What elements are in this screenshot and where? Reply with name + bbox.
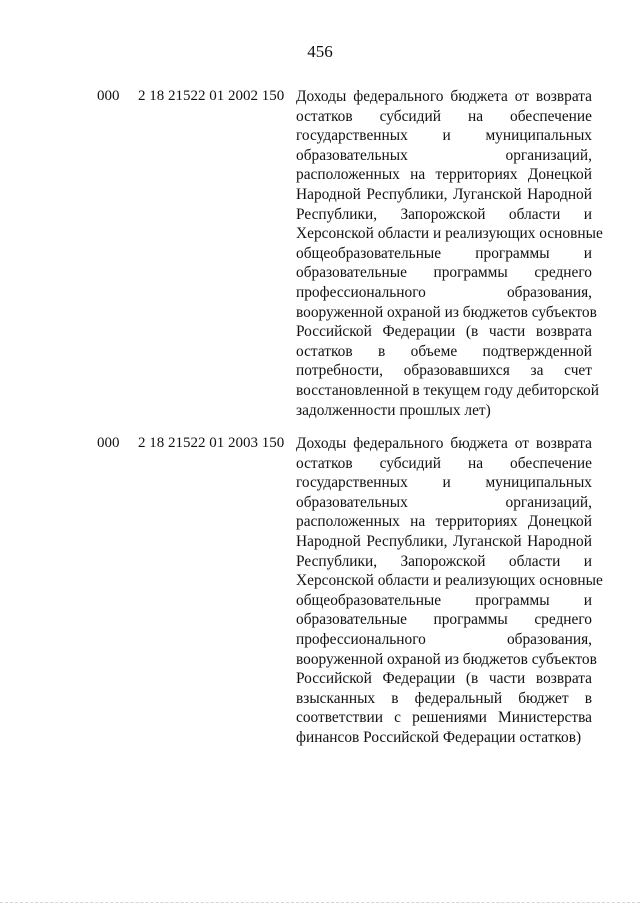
description-line: вооруженной охраной из бюджетов субъектов <box>296 650 597 668</box>
admin-code: 000 <box>97 88 120 104</box>
description-line: Российской Федерации (в части возврата <box>296 323 592 341</box>
description-line: остатков субсидий на обеспечение <box>296 454 592 472</box>
description-line: общеобразовательные программы и <box>296 244 592 262</box>
description-line: Республики, Запорожской области и <box>296 552 592 570</box>
scan-edge-divider <box>0 902 640 904</box>
description-line: общеобразовательные программы и <box>296 591 592 609</box>
description-line: государственных и муниципальных <box>296 474 592 492</box>
description-line: профессионального образования, <box>296 630 592 648</box>
description-line: образовательных организаций, <box>296 146 592 164</box>
entry-description <box>296 434 603 748</box>
page-number: 456 <box>307 42 333 61</box>
description-line: остатков в объеме подтвержденной <box>296 342 592 360</box>
description-line: восстановленной в текущем году дебиторской <box>296 381 599 399</box>
description-line: соответствии с решениями Министерства <box>296 709 592 727</box>
description-line: Доходы федерального бюджета от возврата <box>296 435 592 452</box>
description-line: взысканных в федеральный бюджет в <box>296 689 592 707</box>
description-line: потребности, образовавшихся за счет <box>296 362 592 380</box>
classification-code: 2 18 21522 01 2003 150 <box>138 435 285 451</box>
description-line: Доходы федерального бюджета от возврата <box>296 88 592 105</box>
admin-code: 000 <box>97 435 120 451</box>
description-line: Народной Республики, Луганской Народной <box>296 532 592 550</box>
description-line: финансов Российской Федерации остатков) <box>296 728 582 746</box>
description-line: остатков субсидий на обеспечение <box>296 107 592 125</box>
description-line: Народной Республики, Луганской Народной <box>296 185 592 203</box>
description-line: профессионального образования, <box>296 283 592 301</box>
description-line: Херсонской области и реализующих основные <box>296 572 603 590</box>
description-line: расположенных на территориях Донецкой <box>296 166 592 184</box>
description-line: Херсонской области и реализующих основные <box>296 225 603 243</box>
description-line: вооруженной охраной из бюджетов субъектов <box>296 303 597 321</box>
description-line: образовательные программы среднего <box>296 611 592 629</box>
classification-code: 2 18 21522 01 2002 150 <box>138 88 285 104</box>
description-line: Республики, Запорожской области и <box>296 205 592 223</box>
description-line: образовательные программы среднего <box>296 264 592 282</box>
description-line: государственных и муниципальных <box>296 127 592 145</box>
description-line: расположенных на территориях Донецкой <box>296 513 592 531</box>
description-line: образовательных организаций, <box>296 493 592 511</box>
description-line: Российской Федерации (в части возврата <box>296 670 592 688</box>
entry-description <box>296 87 603 420</box>
description-line: задолженности прошлых лет) <box>296 401 491 419</box>
